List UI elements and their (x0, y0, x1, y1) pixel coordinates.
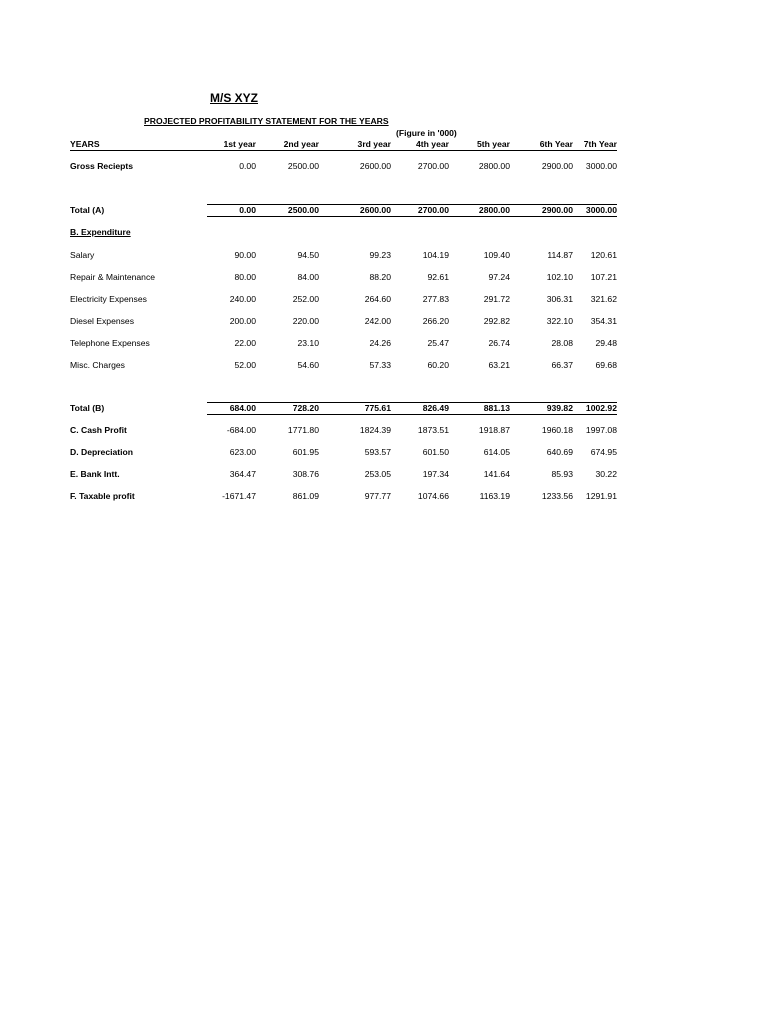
table-cell: -684.00 (226, 425, 256, 435)
table-cell: 252.00 (292, 294, 319, 304)
table-cell: 92.61 (427, 272, 449, 282)
table-cell: -1671.47 (222, 491, 256, 501)
column-header: 6th Year (539, 139, 573, 149)
table-cell: 3000.00 (585, 205, 617, 215)
table-cell: 114.87 (547, 250, 573, 260)
table-cell: 141.64 (483, 469, 510, 479)
row-label: Telephone Expenses (70, 338, 150, 348)
table-cell: 1771.80 (287, 425, 319, 435)
table-cell: 63.21 (488, 360, 510, 370)
table-cell: 120.61 (590, 250, 617, 260)
statement-title: PROJECTED PROFITABILITY STATEMENT FOR THE YEARS (144, 116, 389, 126)
row-label: B. Expenditure (70, 227, 131, 237)
table-cell: 292.82 (483, 316, 510, 326)
row-label: Total (B) (70, 403, 105, 413)
table-cell: 57.33 (369, 360, 391, 370)
table-cell: 88.20 (369, 272, 391, 282)
row-label: Misc. Charges (70, 360, 125, 370)
table-cell: 102.10 (546, 272, 573, 282)
table-cell: 601.95 (292, 447, 319, 457)
table-cell: 2600.00 (359, 205, 391, 215)
table-cell: 2900.00 (541, 161, 573, 171)
table-cell: 2900.00 (541, 205, 573, 215)
table-cell: 614.05 (483, 447, 510, 457)
row-label: Diesel Expenses (70, 316, 135, 326)
table-cell: 220.00 (292, 316, 319, 326)
table-cell: 674.95 (590, 447, 617, 457)
table-cell: 52.00 (234, 360, 256, 370)
table-cell: 2800.00 (478, 161, 510, 171)
table-cell: 26.74 (488, 338, 510, 348)
table-cell: 22.00 (234, 338, 256, 348)
unit-note: (Figure in '000) (396, 128, 457, 138)
table-cell: 264.60 (364, 294, 391, 304)
table-cell: 0.00 (239, 161, 256, 171)
table-cell: 28.08 (551, 338, 573, 348)
table-cell: 1997.08 (585, 425, 617, 435)
table-cell: 881.13 (483, 403, 510, 413)
header-label: YEARS (70, 139, 100, 149)
table-cell: 94.50 (297, 250, 319, 260)
table-cell: 306.31 (546, 294, 573, 304)
table-cell: 104.19 (422, 250, 449, 260)
table-cell: 80.00 (234, 272, 256, 282)
table-cell: 30.22 (595, 469, 617, 479)
table-cell: 593.57 (364, 447, 391, 457)
company-name: M/S XYZ (210, 91, 259, 105)
table-cell: 29.48 (595, 338, 617, 348)
table-cell: 308.76 (292, 469, 319, 479)
table-cell: 266.20 (422, 316, 449, 326)
table-cell: 1918.87 (478, 425, 510, 435)
column-header: 1st year (223, 139, 256, 149)
table-cell: 1873.51 (417, 425, 449, 435)
total-rule (207, 414, 617, 415)
table-cell: 2700.00 (417, 161, 449, 171)
table-cell: 277.83 (422, 294, 449, 304)
table-cell: 109.40 (483, 250, 510, 260)
table-cell: 322.10 (546, 316, 573, 326)
table-cell: 69.68 (595, 360, 617, 370)
column-header: 3rd year (357, 139, 391, 149)
table-cell: 197.34 (422, 469, 449, 479)
row-label: Total (A) (70, 205, 105, 215)
row-label: Repair & Maintenance (70, 272, 156, 282)
row-label: Salary (70, 250, 95, 260)
total-rule (207, 216, 617, 217)
table-cell: 1074.66 (417, 491, 449, 501)
table-cell: 1163.19 (479, 491, 510, 501)
table-cell: 2600.00 (359, 161, 391, 171)
table-cell: 85.93 (551, 469, 573, 479)
table-cell: 240.00 (229, 294, 256, 304)
table-cell: 826.49 (422, 403, 449, 413)
table-cell: 0.00 (239, 205, 256, 215)
table-cell: 977.77 (364, 491, 391, 501)
table-cell: 25.47 (427, 338, 449, 348)
column-header: 4th year (416, 139, 449, 149)
table-cell: 90.00 (234, 250, 256, 260)
table-cell: 200.00 (229, 316, 256, 326)
table-cell: 1960.18 (541, 425, 573, 435)
table-cell: 97.24 (488, 272, 510, 282)
table-cell: 354.31 (590, 316, 617, 326)
table-cell: 253.05 (364, 469, 391, 479)
table-cell: 2500.00 (287, 161, 319, 171)
total-rule (207, 204, 617, 205)
table-cell: 107.21 (590, 272, 617, 282)
table-cell: 84.00 (297, 272, 319, 282)
table-cell: 291.72 (483, 294, 510, 304)
table-cell: 2700.00 (417, 205, 449, 215)
table-cell: 66.37 (551, 360, 573, 370)
table-cell: 1291.91 (585, 491, 617, 501)
row-label: E. Bank Intt. (70, 469, 120, 479)
row-label: Gross Reciepts (70, 161, 134, 171)
table-cell: 2800.00 (478, 205, 510, 215)
table-cell: 861.09 (292, 491, 319, 501)
table-cell: 23.10 (297, 338, 319, 348)
table-cell: 3000.00 (585, 161, 617, 171)
table-cell: 623.00 (229, 447, 256, 457)
row-label: C. Cash Profit (70, 425, 127, 435)
column-header: 5th year (477, 139, 510, 149)
table-cell: 939.82 (546, 403, 573, 413)
table-cell: 728.20 (292, 403, 319, 413)
row-label: F. Taxable profit (70, 491, 135, 501)
table-cell: 99.23 (369, 250, 391, 260)
table-cell: 242.00 (364, 316, 391, 326)
table-cell: 54.60 (297, 360, 319, 370)
table-cell: 24.26 (369, 338, 391, 348)
table-cell: 364.47 (229, 469, 256, 479)
header-rule (70, 150, 617, 151)
table-cell: 601.50 (422, 447, 449, 457)
row-label: Electricity Expenses (70, 294, 147, 304)
table-cell: 1002.92 (585, 403, 617, 413)
column-header: 2nd year (283, 139, 319, 149)
row-label: D. Depreciation (70, 447, 134, 457)
table-cell: 640.69 (546, 447, 573, 457)
table-cell: 60.20 (427, 360, 449, 370)
table-cell: 1233.56 (541, 491, 573, 501)
table-cell: 684.00 (229, 403, 256, 413)
table-cell: 2500.00 (287, 205, 319, 215)
table-cell: 1824.39 (359, 425, 391, 435)
table-cell: 775.61 (364, 403, 391, 413)
table-cell: 321.62 (590, 294, 617, 304)
total-rule (207, 402, 617, 403)
column-header: 7th Year (583, 139, 617, 149)
